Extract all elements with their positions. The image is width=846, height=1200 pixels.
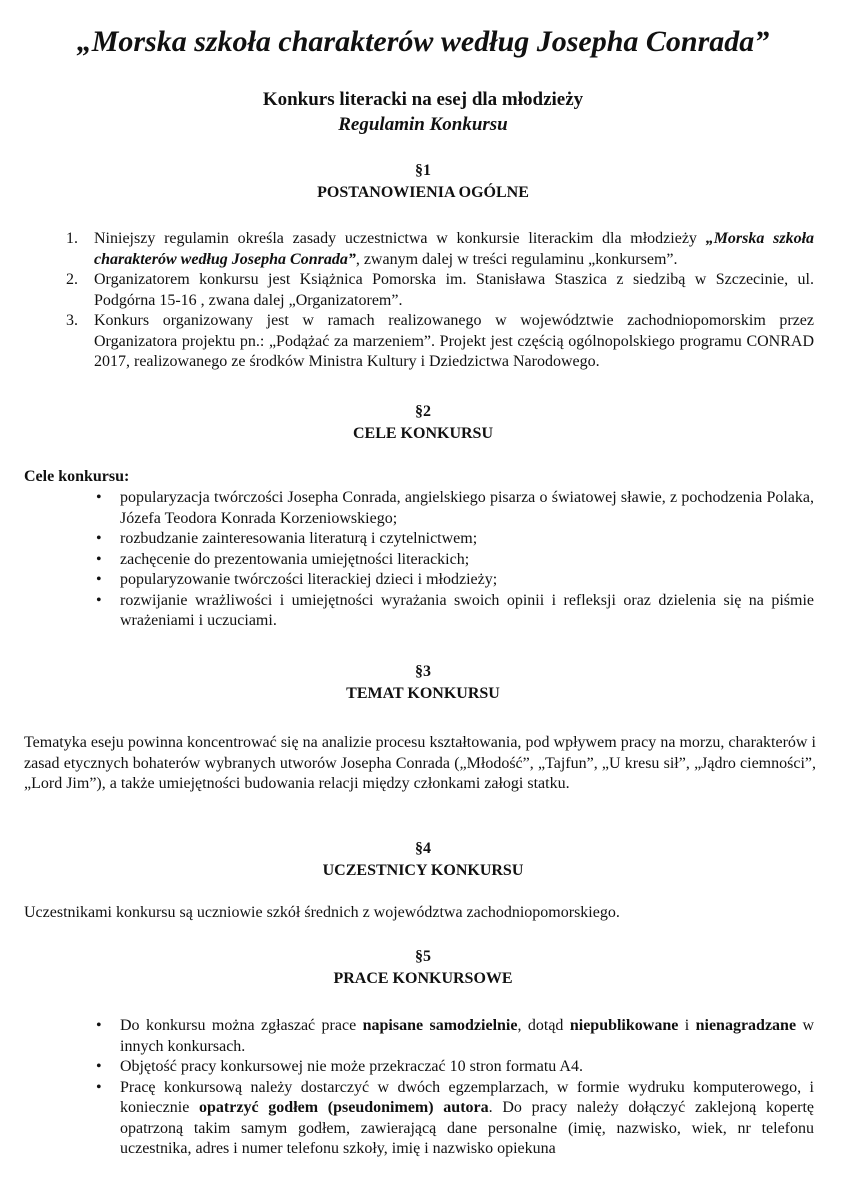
item-text: Pracę konkursową należy dostarczyć w dwóch egzemplarzach, w formie wydruku komputerowego, i koniecznie — [120, 1078, 814, 1116]
section-4-number: §4 — [415, 840, 431, 857]
bullet: • — [96, 571, 102, 588]
list-item — [66, 270, 814, 311]
document-subtitle-rules: Regulamin Konkursu — [338, 114, 508, 135]
item-text: , zwanym dalej w treści regulaminu „konkursem”. — [355, 250, 678, 268]
item-text: Organizatorem konkursu jest Książnica Pomorska im. Stanisława Staszica z siedzibą w Szczecinie, ul. Podgórna 15-16 , zwana dalej „Organizatorem”. — [94, 271, 814, 309]
bullet: • — [96, 1017, 102, 1034]
emphasis: nienagradzane — [695, 1017, 797, 1034]
list-number: 3. — [66, 312, 78, 329]
document-title: „Morska szkoła charakterów według Josepha Conrada” — [76, 25, 770, 58]
emphasis: niepublikowane — [569, 1017, 679, 1034]
section-3-text: Tematyka eseju powinna koncentrować się na analizie procesu kształtowania, pod wpływem pracy na morzu, charakterów i zasad etycznych bohaterów wybranych utworów Josepha Conrada („Młodość”, „Tajfun”, „U kresu sił”, „Jądro ciemności”, „Lord Jim”), a także umiejętności budowania relacji między członkami załogi statku. — [24, 734, 816, 792]
bullet: • — [96, 1078, 102, 1096]
section-1-title: POSTANOWIENIA OGÓLNE — [317, 184, 529, 201]
item-text: . Do pracy należy dołączyć zaklejoną kopertę opatrzoną takim samym godłem, zawierającą dane personalne (imię, nazwisko, wiek, nr telefonu uczestnika, adres i numer telefonu szkoły, imię i nazwisko opiekuna — [120, 1099, 814, 1157]
item-text: i — [678, 1017, 696, 1034]
list-number: 1. — [66, 230, 78, 247]
section-3-title: TEMAT KONKURSU — [346, 685, 500, 702]
section-4-title: UCZESTNICY KONKURSU — [322, 862, 524, 879]
bullet: • — [96, 1058, 102, 1075]
list-item — [92, 529, 814, 550]
item-text: Objętość pracy konkursowej nie może przekraczać 10 stron formatu A4. — [120, 1058, 583, 1075]
section-5-title: PRACE KONKURSOWE — [333, 970, 513, 987]
item-text: Niniejszy regulamin określa zasady uczestnictwa w konkursie literackim dla młodzieży — [94, 230, 706, 247]
list-item — [92, 1057, 814, 1078]
emphasis: napisane samodzielnie — [362, 1017, 518, 1034]
list-number: 2. — [66, 271, 78, 288]
section-1-list — [66, 229, 814, 373]
section-2-number: §2 — [415, 403, 431, 420]
list-item — [66, 311, 814, 373]
item-text: zachęcenie do prezentowania umiejętności literackich; — [120, 550, 470, 568]
item-text: Do konkursu można zgłaszać prace — [120, 1017, 363, 1034]
bullet: • — [96, 591, 102, 609]
item-text: rozbudzanie zainteresowania literaturą i czytelnictwem; — [120, 530, 478, 547]
list-item — [92, 550, 814, 571]
section-3-number: §3 — [415, 663, 431, 680]
document-subtitle: Konkurs literacki na esej dla młodzieży — [262, 89, 584, 110]
list-item — [66, 229, 814, 270]
section-5-number: §5 — [415, 948, 431, 965]
emphasis: opatrzyć godłem (pseudonimem) autora — [199, 1099, 489, 1116]
contest-name: „Morska szkoła charakterów według Josepha Conrada” — [94, 230, 815, 268]
list-item — [92, 1016, 814, 1057]
bullet: • — [96, 489, 102, 506]
list-item — [92, 1078, 814, 1160]
section-2-label: Cele konkursu: — [24, 468, 130, 485]
bullet: • — [96, 550, 102, 568]
section-2-title: CELE KONKURSU — [352, 425, 494, 442]
bullet: • — [96, 530, 102, 547]
list-item — [92, 488, 814, 529]
item-text: rozwijanie wrażliwości i umiejętności wyrażania swoich opinii i refleksji oraz dzielenia się na piśmie wrażeniami i uczuciami. — [120, 591, 814, 629]
section-5-list — [92, 1016, 814, 1160]
section-4-text: Uczestnikami konkursu są uczniowie szkół średnich z województwa zachodniopomorskiego. — [24, 904, 620, 921]
item-text: , dotąd — [517, 1017, 570, 1034]
item-text: popularyzowanie twórczości literackiej dzieci i młodzieży; — [120, 571, 498, 588]
item-text: Konkurs organizowany jest w ramach realizowanego w województwie zachodniopomorskim przez Organizatora projektu pn.: „Podążać za marzeniem”. Projekt jest częścią ogólnopolskiego programu CONRAD 2017, realizowanego ze środków Ministra Kultury i Dziedzictwa Narodowego. — [94, 312, 814, 370]
list-item — [92, 570, 814, 591]
item-text: popularyzacja twórczości Josepha Conrada, angielskiego pisarza o światowej sławie, z pochodzenia Polaka, Józefa Teodora Konrada Korzeniowskiego; — [120, 489, 814, 527]
section-1-number: §1 — [415, 162, 431, 179]
section-2-list — [92, 488, 814, 632]
list-item — [92, 591, 814, 632]
item-text: w innych konkursach. — [120, 1017, 815, 1055]
